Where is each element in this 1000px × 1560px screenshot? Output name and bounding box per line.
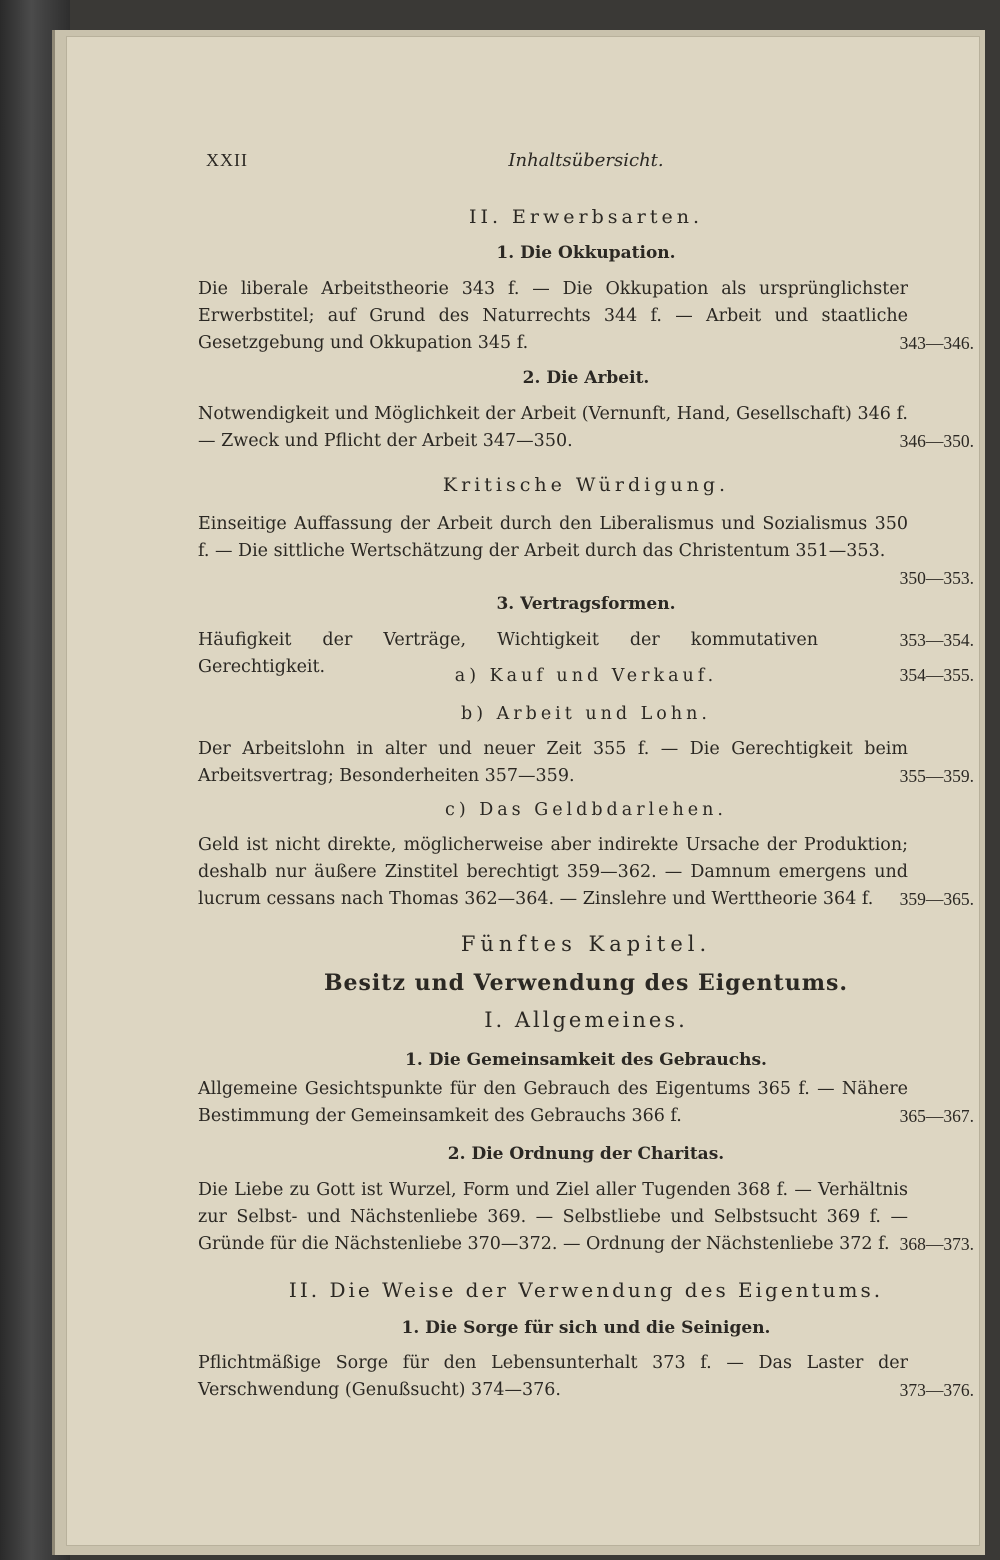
entry-text: Geld ist nicht direkte, möglicherweise aber indirekte Ursache der Produktion; deshalb nur äußere Zinstitel berechtigt 359—362. — Damnum emergens und lucrum cessans nach Thomas 362—364. — Zinslehre und Werttheorie 364 f. <box>198 835 908 909</box>
entry-text: Notwendigkeit und Möglichkeit der Arbeit (Vernunft, Hand, Gesellschaft) 346 f. — Zweck und Pflicht der Arbeit 347—350. <box>198 404 908 451</box>
entry-text: Häufigkeit der Verträge, Wichtigkeit der kommutativen Gerechtigkeit. <box>198 630 818 677</box>
page-range: 350—353. <box>899 568 974 588</box>
page-range: 353—354. <box>899 630 974 650</box>
page-range: 373—376. <box>899 1380 974 1400</box>
subsection-heading: 2. Die Arbeit. <box>522 368 650 388</box>
entry-text: Die liberale Arbeitstheorie 343 f. — Die Okkupation als ursprünglichster Erwerbstitel; auf Grund des Naturrechts 344 f. — Arbeit und staatliche Gesetzgebung und Okkupation 345 f. <box>198 279 908 353</box>
subsection-heading: 1. Die Gemeinsamkeit des Gebrauchs. <box>405 1050 767 1070</box>
page-range: 354—355. <box>899 665 974 685</box>
entry-text: Pflichtmäßige Sorge für den Lebensunterhalt 373 f. — Das Laster der Verschwendung (Genußsucht) 374—376. <box>198 1353 908 1400</box>
section-heading: I. Allgemeines. <box>484 1008 688 1032</box>
chapter-title: Besitz und Verwendung des Eigentums. <box>323 970 849 996</box>
page-number: XXII <box>206 150 248 170</box>
running-title: Inhaltsübersicht. <box>508 150 664 171</box>
page-range: 343—346. <box>899 333 974 353</box>
subsection-heading: a) Kauf und Verkauf. <box>454 666 718 686</box>
entry-text: Die Liebe zu Gott ist Wurzel, Form und Ziel aller Tugenden 368 f. — Verhältnis zur Selbst- und Nächstenliebe 369. — Selbstliebe und Selbstsucht 369 f. — Gründe für die Nächstenliebe 370—372. — Ordnung der Nächstenliebe 372 f. <box>198 1180 908 1254</box>
page-range: 346—350. <box>899 431 974 451</box>
page-range: 355—359. <box>899 766 974 786</box>
subsection-heading: b) Arbeit und Lohn. <box>461 704 711 724</box>
chapter-label: Fünftes Kapitel. <box>460 932 712 956</box>
section-heading: II. Die Weise der Verwendung des Eigentums. <box>288 1278 884 1302</box>
subsection-heading: 1. Die Sorge für sich und die Seinigen. <box>401 1318 771 1338</box>
entry-text: Einseitige Auffassung der Arbeit durch den Liberalismus und Sozialismus 350 f. — Die sittliche Wertschätzung der Arbeit durch das Christentum 351—353. <box>198 514 908 561</box>
book-page <box>66 36 980 1546</box>
page-range: 359—365. <box>899 889 974 909</box>
running-header <box>198 150 974 176</box>
subsection-heading: 1. Die Okkupation. <box>496 243 676 263</box>
subsection-heading: c) Das Geldbdarlehen. <box>445 800 727 820</box>
section-heading: Kritische Würdigung. <box>442 474 730 496</box>
entry-text: Der Arbeitslohn in alter und neuer Zeit 355 f. — Die Gerechtigkeit beim Arbeitsvertrag; Besonderheiten 357—359. <box>198 739 908 786</box>
section-heading: II. Erwerbsarten. <box>468 206 704 228</box>
entry-text: Allgemeine Gesichtspunkte für den Gebrauch des Eigentums 365 f. — Nähere Bestimmung der Gemeinsamkeit des Gebrauchs 366 f. <box>198 1079 908 1126</box>
page-range: 365—367. <box>899 1106 974 1126</box>
page-range: 368—373. <box>899 1234 974 1254</box>
subsection-heading: 3. Vertragsformen. <box>496 594 676 614</box>
subsection-heading: 2. Die Ordnung der Charitas. <box>447 1144 725 1164</box>
